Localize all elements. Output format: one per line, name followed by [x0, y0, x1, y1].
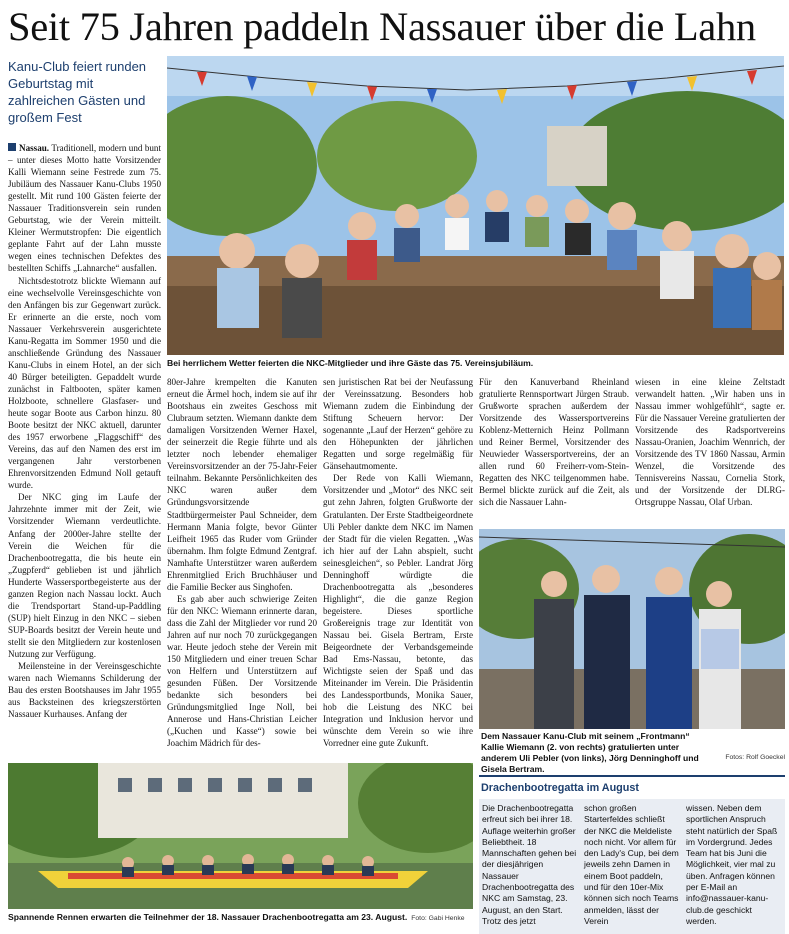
photo-group: [479, 529, 785, 729]
photo-group-caption: Dem Nassauer Kanu-Club mit seinem „Frontmann“ Kallie Wiemann (2. von rechts) gratulierten unter anderem Uli Pebler (von links), Jörg Denninghoff und Gisela Bertram.: [481, 731, 699, 774]
infobox-title: Drachenbootregatta im August: [481, 782, 639, 794]
infobox-column-3: wissen. Neben dem sportlichen Anspruch steht natürlich der Spaß im Vordergrund. Jedes Team hat bis Juni die Möglichkeit, vier mal zu üben. Anfragen können per E-Mail an info@nassauer-kanu-club.de geschickt werden.: [686, 803, 778, 926]
article-column-1: [8, 142, 161, 720]
paragraph: Nichtsdestotrotz blickte Wiemann auf eine wechselvolle Vereinsgeschichte von den Anfängen bis zur Gegenwart zurück. Er erinnerte an die erste, noch vom Nassauer Verkehrsverein ausgerichtete Kanu-Regatta im Sommer 1950 und die anschließende Gründung des Nassauer Kanu-Clubs in einem Hotel, an der sich 40 Bürger beteiligten. Gepaddelt wurde zunächst in Faltbooten, später kamen Holzboote, schnellere Glasfaser- und heute sogar Boote aus Carbon hinzu. 80 Boote besitzt der NKC aktuell, darunter des 1957 erworbene „Flaggschiff“ des Vereins, das auf den Namen des erst im vergangenen Jahr verstorbenen Ehrenvorsitzenden Edmund Noll getauft wurde.: [8, 275, 161, 491]
infobox-column-1: Die Drachenbootregatta erfreut sich bei ihrer 18. Auflage weiterhin großer Beliebtheit. 18 Mannschaften gehen bei der diesjährigen Nassauer Drachenbootregatta des NKC am Samstag, 23. August, an den Start. Trotz des jetzt: [482, 803, 577, 926]
paragraph: Der Rede von Kalli Wiemann, Vorsitzender und „Motor“ des NKC seit gut zehn Jahren, folgten Grußworte der Gratulanten. Der Erste Stadtbeigeordnete Uli Pebler dankte dem NKC im Namen der Stadt für die vielen Regatten. „Was ich hier auf der Lahn abspielt, sucht seinesgleichen“, so Pebler. Landrat Jörg Denninghoff würdigte die Drachenbootregatta als „besonderes Highlight“, die die ganze Region begeistere. Dieses sportliche Großereignis trage zur Identität von Nassau bei. Gisela Bertram, Erste Beigeordnete der Verbandsgemeinde Bad Ems-Nassau, betonte, das Wichtigste seien der Spaß und das Miteinander im Verein. Die Präsidentin des Landessportbunds, Monika Sauer, hob die Leistung des NKC bei Integration und Inklusion hervor und wünschte dem Verein so wie ihre Vorredner eine gute Zukunft.: [323, 473, 473, 749]
headline: Seit 75 Jahren paddeln Nassauer über die Lahn: [8, 4, 756, 49]
infobox-drachenbootregatta: [479, 775, 785, 934]
infobox-rule: [479, 775, 785, 777]
paragraph: Für den Kanuverband Rheinland gratulierte Rennsportwart Jürgen Straub. Grußworte sprachen außerdem der Vorsitzende des Wassersportvereins Koblenz-Metternich Heinz Pollmann und Reiner Bermel, Vorsitzender des Neuwieder Wassersportvereins, der an allen rund 60 Freiherr-vom-Stein-Regatten des NKC teilgenommen habe. Bermel blickte zurück auf die Zeit, als sich die Nassauer Lahn-: [479, 377, 629, 508]
paragraph-text: Traditionell, modern und bunt – unter dieses Motto hatte Vorsitzender Kalli Wiemann seine Festrede zum 75. Jubiläum des Nassauer Kanu-Clubs 1950 gestellt. Mit rund 100 Gästen feierte der Nassauer Traditionsverein sein runden Geburtstag, wie der Verein mitteilt. Kleiner Wermutstropfen: Die eigentlich geplante Fahrt auf der Lahn musste wegen eines technischen Defektes des bestellten Schiffs „Lahnarche“ ausfallen.: [8, 143, 162, 274]
article-column-2: [167, 376, 317, 749]
photo-dragonboat-caption: [8, 912, 473, 924]
paragraph: Der NKC ging im Laufe der Jahrzehnte immer mit der Zeit, wie Vorsitzender Wiemann verdeutlichte. Anfang der 2000er-Jahre stellte der Verein die Weichen für die Drachenbootregatta, die bis heute ein „Zugpferd“ geblieben ist und jährlich Hunderte Wassersportbegeisterte aus der ganzen Region nach Nassau lockt. Auch die Trendsportart Stand-up-Paddling (SUP) hielt Einzug in den NKC – sieben SUP-Boards besitzt der Verein heute und stellt sie den Mitgliedern zur kostenlosen Nutzung zur Verfügung.: [8, 492, 161, 659]
article-column-3: [323, 376, 473, 749]
article-column-4: [479, 376, 629, 509]
dateline: Nassau.: [19, 143, 50, 153]
paragraph: Es gab aber auch schwierige Zeiten für den NKC: Wiemann erinnerte daran, dass die Zahl der Mitglieder vor rund 20 Jahren auf nur noch 70 zurückgegangen war. Heute jedoch stehe der Verein mit 150 Mitgliedern und einer treuen Schar von Helfern und Unterstützern auf gesunden Füßen. Der Vorsitzende bedankte sich besonders bei Gründungsmitglied Inge Noll, bei Annerose und Hans-Christian Leicher („Kuchen und Kasse“) sowie bei Joachim Mädrich für des-: [167, 593, 317, 749]
photo-group-credit: Fotos: Rolf Goeckel: [725, 754, 785, 761]
paragraph: sen juristischen Rat bei der Neufassung der Vereinssatzung. Besonders hob Wiemann zudem die Einbindung der Stiftung Scheuern hervor: Der sogenannte „Lauf der Herzen“ gehöre zu den Höhepunkten der jährlichen Regatten und sorge regelmäßig für Gänsehautmomente.: [323, 377, 473, 472]
caption-text: Spannende Rennen erwarten die Teilnehmer der 18. Nassauer Drachenbootregatta am 23. August.: [8, 912, 408, 922]
square-bullet-icon: [8, 143, 16, 151]
photo-dragonboat-credit: Foto: Gabi Henke: [411, 915, 465, 922]
paragraph: 80er-Jahre krempelten die Kanuten erneut die Ärmel hoch, indem sie auf ihr Bootshaus ein zweites Geschoss mit Clubraum setzten. Wiemann dankte dem damaligen Vorsitzenden Werner Haxel, der seinerzeit die Regie führte und als letzter noch lebender ehemaliger Vereinsvorsitzender an der 75-Jahr-Feier teilnahm. Bekannte Persönlichkeiten des NKC waren außer dem Gründungsvorsitzende Stadtbürgermeister Paul Schneider, dem Hermann Mania folgte, bevor Günter Leifheit 1965 das Ruder vom Gründer übernahm. Ihm folgte Edmund Zentgraf. Namhafte Unterstützer waren außerdem Ehrenmitglied Erich Bruchhäuser und die Familie Becker aus Singhofen.: [167, 377, 317, 592]
photo-dragonboat: [8, 763, 473, 909]
paragraph: wiesen in eine kleine Zeltstadt verwandelt hatten. „Wir haben uns in Nassau immer wohlgefühlt“, sagte er. Für die Nassauer Vereine gratulierten der Vorsitzende des Radsportvereins Nassau-Oranien, Joachim Wennrich, der Vorsitzende des TV 1860 Nassau, Armin Wenzel, die Vorsitzende des Tennisvereins Nassau, Cornelia Stork, und der Vorsitzende der DLRG-Ortsgruppe Nassau, Olaf Urban.: [635, 377, 785, 508]
infobox-column-2: schon großen Starterfeldes schließt der NKC die Meldeliste noch nicht. Vor allem für den Lady's Cup, bei dem jeweils zehn Damen in einem Boot paddeln, und für den 10er-Mix können sich noch Teams anmelden, lässt der Verein: [584, 803, 679, 926]
dragonboat-image: [8, 763, 473, 909]
paragraph: [8, 142, 161, 275]
celebration-image: [167, 56, 784, 355]
photo-celebration: [167, 56, 784, 355]
group-image: [479, 529, 785, 729]
paragraph: Meilensteine in der Vereinsgeschichte waren nach Wiemanns Schilderung der Bau des ersten Bootshauses im Jahr 1955 aus Backsteinen des kriegszerstörten Nassauer Kurhauses. Anfang der: [8, 661, 161, 720]
subhead: Kanu-Club feiert runden Geburtstag mit zahlreichen Gästen und großem Fest: [8, 59, 147, 125]
article-column-5: [635, 376, 785, 509]
photo-celebration-caption: Bei herrlichem Wetter feierten die NKC-Mitglieder und ihre Gäste das 75. Vereinsjubiläum.: [167, 358, 534, 368]
